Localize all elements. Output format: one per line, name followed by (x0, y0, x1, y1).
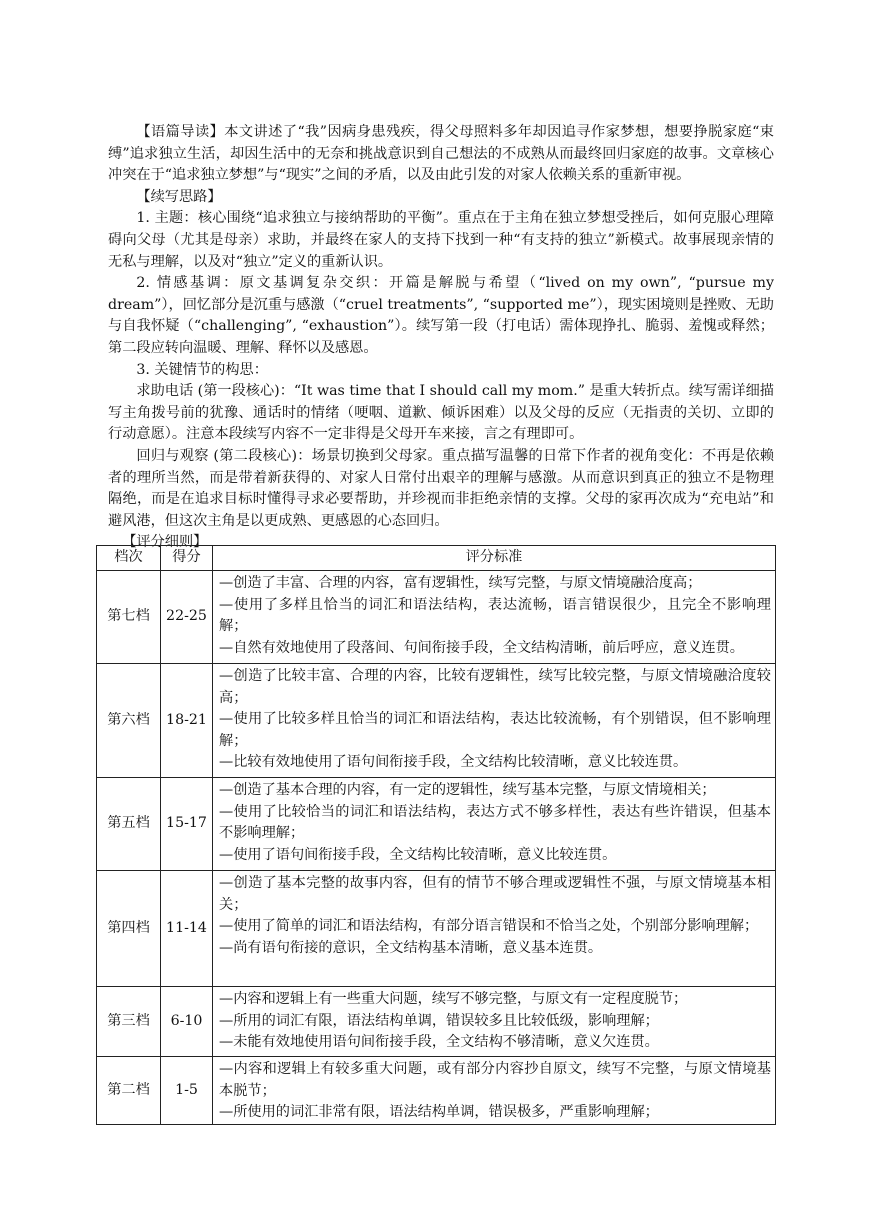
passage-guide-label: 【语篇导读】 (136, 124, 225, 140)
criteria-cell (213, 987, 776, 1057)
plot-paragraph-two: 回归与观察 (第二段核心)：场景切换到父母家。重点描写温馨的日常下作者的视角变化：不再是依赖者的理所当然，而是带着新获得的、对家人日常付出艰辛的理解与感激。从而意识到真正的独立不是物理隔绝，而是在追求目标时懂得寻求必要帮助，并珍视而非拒绝亲情的支撑。父母的家再次成为“充电站”和避风港，但这次主角是以更成熟、更感恩的心态回归。 (108, 447, 774, 529)
criteria-cell (213, 571, 776, 664)
level-cell: 第三档 (97, 987, 161, 1057)
level-cell: 第五档 (97, 778, 161, 871)
criterion-content: —内容和逻辑上有一些重大问题，续写不够完整，与原文有一定程度脱节； (219, 991, 688, 1007)
passage-guide-text: 本文讲述了“我”因病身患残疾，得父母照料多年却因追寻作家梦想，想要挣脱家庭“束缚”追求独立生活，却因生活中的无奈和挑战意识到自己想法的不成熟从而最终回归家庭的故事。文章核心冲突在于“追求独立梦想”与“现实”之间的矛盾，以及由此引发的对家人依赖关系的重新审视。 (108, 124, 774, 184)
rubric-header-row (97, 546, 776, 571)
criteria-cell (213, 778, 776, 871)
header-level: 档次 (97, 546, 161, 571)
level-cell: 第七档 (97, 571, 161, 664)
text-block (108, 122, 774, 554)
criterion-language: —使用了多样且恰当的词汇和语法结构，表达流畅，语言错误很少，且完全不影响理解； (219, 596, 771, 635)
criteria-cell (213, 1057, 776, 1125)
criteria-cell (213, 664, 776, 778)
criterion-content: —创造了基本合理的内容，有一定的逻辑性，续写基本完整，与原文情境相关； (219, 782, 716, 798)
criterion-language: —所用的词汇有限，语法结构单调，错误较多且比较低级，影响理解； (219, 1012, 659, 1029)
criterion-cohesion: —使用了语句间衔接手段，全文结构比较清晰，意义比较连贯。 (219, 846, 617, 863)
criterion-content: —创造了比较丰富、合理的内容，比较有逻辑性，续写比较完整，与原文情境融洽度较高； (219, 668, 771, 706)
rubric-row-level-6 (97, 664, 776, 778)
writing-point-plot: 3. 关键情节的构思： (136, 361, 268, 378)
score-cell: 18-21 (161, 664, 213, 778)
writing-point-tone: 2. 情感基调：原文基调复杂交织：开篇是解脱与希望（“lived on my own”, “pursue my dream”），回忆部分是沉重与感激（“cruel treatments”, “supported me”），现实困境则是挫败、无助与自我怀疑（“challenging”, “exhaustion”）。续写第一段（打电话）需体现挣扎、脆弱、羞愧或释然；第二段应转向温暖、理解、释怀以及感恩。 (108, 275, 774, 356)
rubric-row-level-7 (97, 571, 776, 664)
rubric-table (96, 545, 776, 1125)
level-cell: 第四档 (97, 871, 161, 987)
score-cell: 1-5 (161, 1057, 213, 1125)
writing-ideas-label: 【续写思路】 (136, 188, 222, 205)
header-score: 得分 (161, 546, 213, 571)
criterion-language: —所使用的词汇非常有限，语法结构单调，错误极多，严重影响理解； (219, 1104, 659, 1121)
criterion-content: —创造了丰富、合理的内容，富有逻辑性，续写完整，与原文情境融洽度高； (219, 575, 702, 591)
score-cell: 22-25 (161, 571, 213, 664)
score-cell: 11-14 (161, 871, 213, 987)
writing-point-theme: 1. 主题：核心围绕“追求独立与接纳帮助的平衡”。重点在于主角在独立梦想受挫后，如何克服心理障碍向父母（尤其是母亲）求助，并最终在家人的支持下找到一种“有支持的独立”新模式。故事展现亲情的无私与理解，以及对“独立”定义的重新认识。 (108, 210, 774, 270)
criterion-cohesion: —尚有语句衔接的意识，全文结构基本清晰，意义基本连贯。 (219, 939, 603, 956)
criterion-content: —内容和逻辑上有较多重大问题，或有部分内容抄自原文，续写不完整，与原文情境基本脱节； (219, 1061, 771, 1099)
criterion-cohesion: —未能有效地使用语句间衔接手段，全文结构不够清晰，意义欠连贯。 (219, 1034, 659, 1051)
level-cell: 第六档 (97, 664, 161, 778)
criterion-language: —使用了简单的词汇和语法结构，有部分语言错误和不恰当之处，个别部分影响理解； (219, 918, 759, 935)
criterion-cohesion: —自然有效地使用了段落间、句间衔接手段，全文结构清晰，前后呼应，意义连贯。 (219, 639, 744, 656)
criterion-cohesion: —比较有效地使用了语句间衔接手段，全文结构比较清晰，意义比较连贯。 (219, 754, 688, 771)
plot-paragraph-one: 求助电话 (第一段核心)：“It was time that I should call my mom.” 是重大转折点。续写需详细描写主角拨号前的犹豫、通话时的情绪（哽咽、道歉、倾诉困难）以及父母的反应（无指责的关切、立即的行动意愿）。注意本段续写内容不一定非得是父母开车来接，言之有理即可。 (108, 383, 774, 443)
rubric-row-level-2 (97, 1057, 776, 1125)
passage-guide (108, 122, 774, 187)
criterion-content: —创造了基本完整的故事内容，但有的情节不够合理或逻辑性不强，与原文情境基本相关； (219, 875, 771, 913)
score-cell: 15-17 (161, 778, 213, 871)
criterion-language: —使用了比较恰当的词汇和语法结构，表达方式不够多样性，表达有些许错误，但基本不影响理解； (219, 803, 771, 842)
level-cell: 第二档 (97, 1057, 161, 1125)
rubric-row-level-4 (97, 871, 776, 987)
header-criteria: 评分标准 (213, 546, 776, 571)
criteria-cell (213, 871, 776, 987)
rubric-row-level-5 (97, 778, 776, 871)
rubric-row-level-3 (97, 987, 776, 1057)
criterion-language: —使用了比较多样且恰当的词汇和语法结构，表达比较流畅，有个别错误，但不影响理解； (219, 711, 771, 749)
rubric-label: 【评分细则】 (122, 534, 208, 551)
score-cell: 6-10 (161, 987, 213, 1057)
